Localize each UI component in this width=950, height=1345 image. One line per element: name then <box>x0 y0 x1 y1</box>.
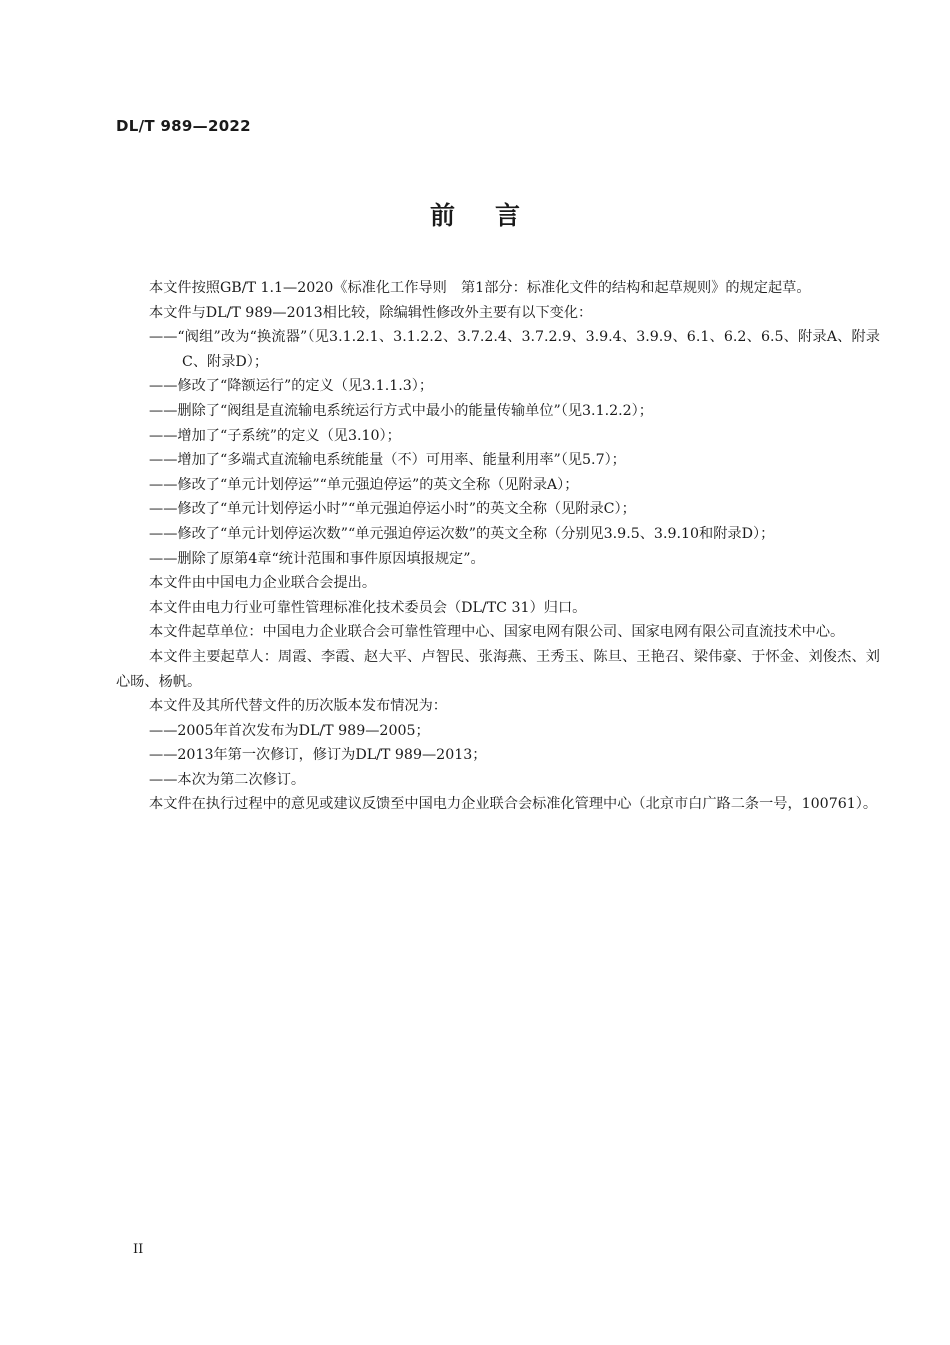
history-item: ——2013年第一次修订，修订为DL/T 989—2013； <box>149 747 487 764</box>
paragraph: 本文件由中国电力企业联合会提出。 <box>149 575 377 592</box>
paragraph: 本文件起草单位：中国电力企业联合会可靠性管理中心、国家电网有限公司、国家电网有限公司直流技术中心。 <box>149 624 845 641</box>
page-title: 前言 <box>429 201 560 230</box>
document-number: DL/T 989—2022 <box>116 117 251 135</box>
change-item: ——增加了“多端式直流输电系统能量（不）可用率、能量利用率”（见5.7）； <box>149 452 626 469</box>
history-item: ——本次为第二次修订。 <box>149 771 306 788</box>
change-item: ——删除了原第4章“统计范围和事件原因填报规定”。 <box>149 550 485 567</box>
paragraph: 本文件在执行过程中的意见或建议反馈至中国电力企业联合会标准化管理中心（北京市白广路二条一号，100761）。 <box>149 796 878 813</box>
paragraph: 本文件由电力行业可靠性管理标准化技术委员会（DL/TC 31）归口。 <box>149 599 587 616</box>
change-item: ——修改了“单元计划停运”“单元强迫停运”的英文全称（见附录A）； <box>149 476 579 493</box>
change-item: ——删除了“阀组是直流输电系统运行方式中最小的能量传输单位”（见3.1.2.2）； <box>149 402 653 419</box>
change-item: ——增加了“子系统”的定义（见3.10）； <box>149 427 401 444</box>
paragraph: 本文件与DL/T 989—2013相比较，除编辑性修改外主要有以下变化： <box>149 304 593 321</box>
change-item: ——修改了“降额运行”的定义（见3.1.1.3）； <box>149 378 434 395</box>
paragraph: 本文件按照GB/T 1.1—2020《标准化工作导则 第1部分：标准化文件的结构和起草规则》的规定起草。 <box>149 280 811 296</box>
history-item: ——2005年首次发布为DL/T 989—2005； <box>149 722 430 739</box>
change-item: ——修改了“单元计划停运小时”“单元强迫停运小时”的英文全称（见附录C）； <box>149 501 636 518</box>
paragraph: 本文件主要起草人：周霞、李霞、赵大平、卢智民、张海燕、王秀玉、陈旦、王艳召、梁伟豪、于怀金、刘俊杰、刘心旸、杨帆。 <box>116 648 880 690</box>
change-item: ——“阀组”改为“换流器”（见3.1.2.1、3.1.2.2、3.7.2.4、3.7.2.9、3.9.4、3.9.9、6.1、6.2、6.5、附录A、附录C、附录D）； <box>149 329 880 370</box>
page-number: II <box>133 1242 144 1257</box>
foreword-body <box>116 276 880 817</box>
change-item: ——修改了“单元计划停运次数”“单元强迫停运次数”的英文全称（分别见3.9.5、3.9.10和附录D）； <box>149 525 775 542</box>
paragraph: 本文件及其所代替文件的历次版本发布情况为： <box>149 698 447 715</box>
